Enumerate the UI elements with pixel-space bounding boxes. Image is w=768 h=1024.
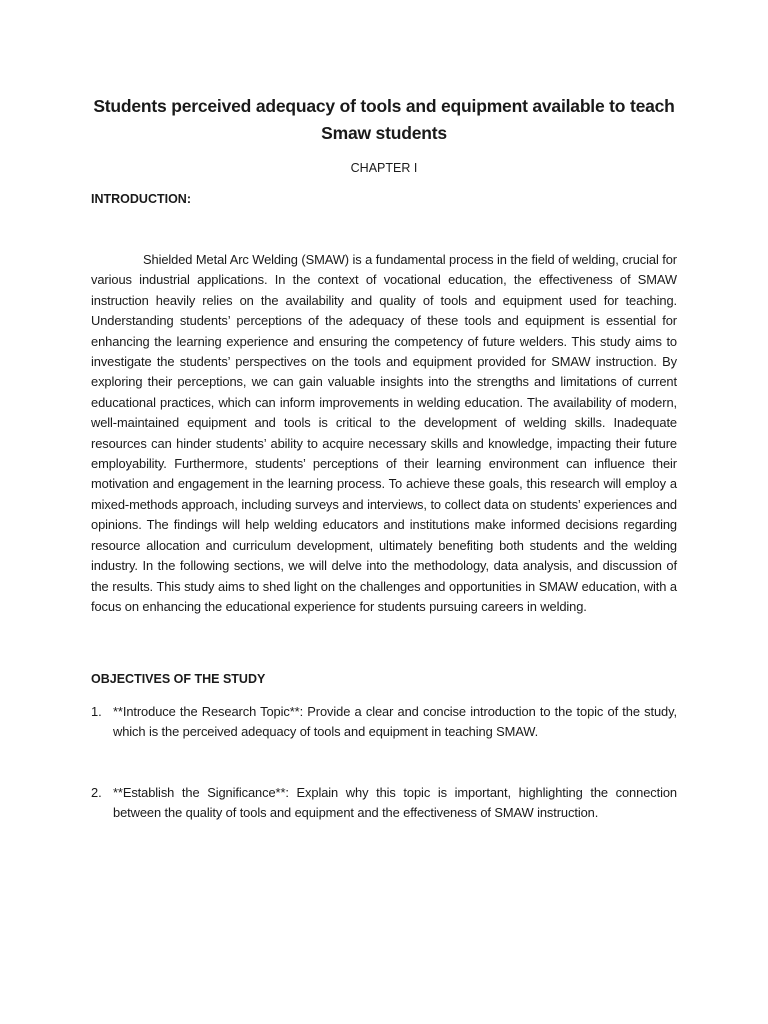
objective-number: 2.: [91, 785, 102, 800]
objectives-heading: OBJECTIVES OF THE STUDY: [91, 672, 266, 686]
objective-item: [91, 783, 677, 824]
chapter-label: CHAPTER I: [350, 161, 418, 175]
objective-text: **Introduce the Research Topic**: Provide a clear and concise introduction to the topic of the study, which is the perceived adequacy of tools and equipment in teaching SMAW.: [113, 704, 677, 740]
objective-item: [91, 702, 677, 743]
introduction-heading: INTRODUCTION:: [91, 192, 191, 206]
objective-number: 1.: [91, 704, 102, 719]
objective-text: **Establish the Significance**: Explain why this topic is important, highlighting the connection between the quality of tools and equipment and the effectiveness of SMAW instruction.: [113, 785, 677, 821]
introduction-paragraph: Shielded Metal Arc Welding (SMAW) is a fundamental process in the field of welding, crucial for various industrial applications. In the context of vocational education, the effectiveness of SMAW instruction heavily relies on the availability and quality of tools and equipment used for teaching. Understanding students’ perceptions of the adequacy of these tools and equipment is essential for enhancing the learning experience and ensuring the competency of future welders. This study aims to investigate the students’ perspectives on the tools and equipment provided for SMAW instruction. By exploring their perceptions, we can gain valuable insights into the strengths and limitations of current educational practices, which can inform improvements in welding education. The availability of modern, well-maintained equipment and tools is critical to the development of welding skills. Inadequate resources can hinder students’ ability to acquire necessary skills and knowledge, impacting their future employability. Furthermore, students’ perceptions of their learning environment can influence their motivation and engagement in the learning process. To achieve these goals, this research will employ a mixed-methods approach, including surveys and interviews, to collect data on students’ experiences and opinions. The findings will help welding educators and institutions make informed decisions regarding resource allocation and curriculum development, ultimately benefiting both students and the welding industry. In the following sections, we will delve into the methodology, data analysis, and discussion of the results. This study aims to shed light on the challenges and opportunities in SMAW education, with a focus on enhancing the educational experience for students pursuing careers in welding.: [91, 252, 677, 614]
document-title: Students perceived adequacy of tools and equipment available to teach Smaw students: [93, 96, 675, 143]
